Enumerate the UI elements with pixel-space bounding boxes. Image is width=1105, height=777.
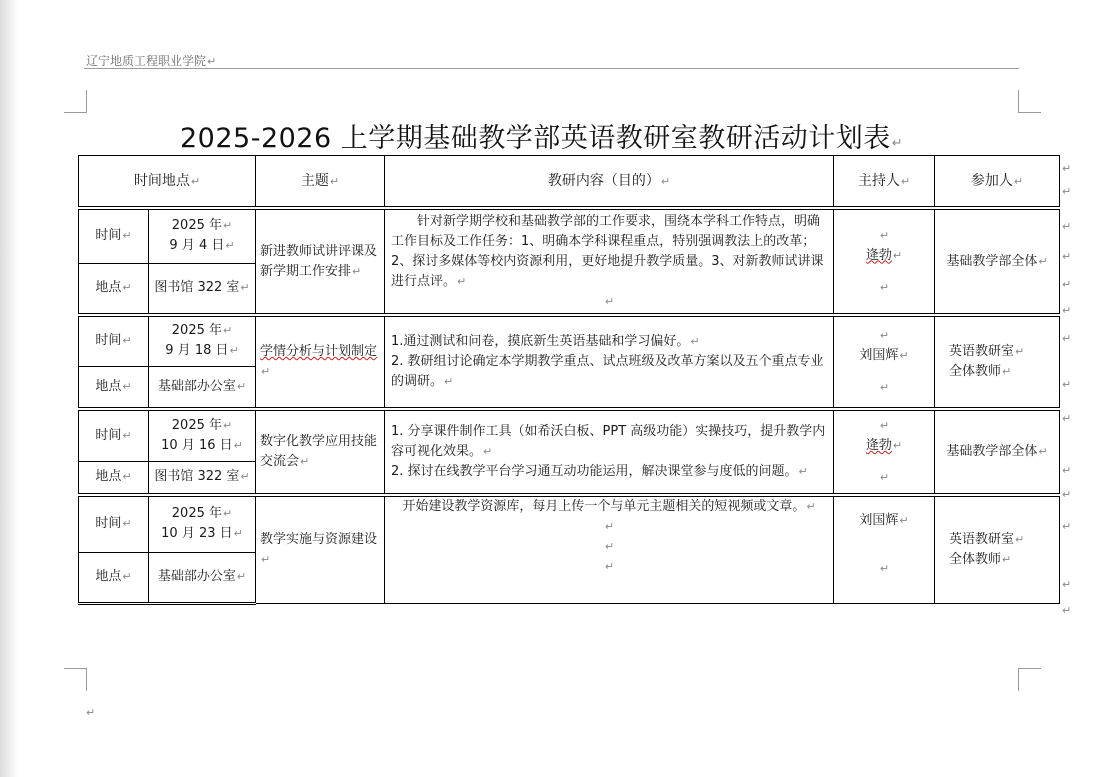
header-time-place: 时间地点↵ <box>79 156 256 209</box>
page-header <box>86 52 216 69</box>
document-title <box>180 116 980 155</box>
place-cell: 基础部办公室↵ <box>149 366 256 409</box>
time-label: 时间↵ <box>79 409 149 461</box>
paragraph-mark: ↵ <box>207 55 217 68</box>
topic-cell: 数字化教学应用技能交流会↵ <box>256 409 385 495</box>
row-end-mark: ↵ <box>1062 604 1072 617</box>
content-cell: 1.通过测试和问卷，摸底新生英语基础和学习偏好。↵ 2. 教研组讨论确定本学期教学重点、试点班级及改革方案以及五个重点专业的调研。↵ <box>385 315 834 409</box>
row-end-mark: ↵ <box>1062 162 1072 175</box>
table-row <box>79 495 1060 552</box>
place-cell: 图书馆 322 室↵ <box>149 461 256 495</box>
row-end-mark: ↵ <box>1062 520 1072 533</box>
host-cell: ↵ 刘国辉↵ ↵ <box>834 315 935 409</box>
date-cell: 2025 年↵ 9 月 18 日↵ <box>149 315 256 366</box>
date-cell: 2025 年↵ 10 月 23 日↵ <box>149 495 256 552</box>
row-end-mark: ↵ <box>1062 332 1072 345</box>
host-cell: ↵ 逄勃↵ ↵ <box>834 208 935 315</box>
content-cell: 开始建设教学资源库，每月上传一个与单元主题相关的短视频或文章。↵ ↵ ↵ ↵ <box>385 495 834 603</box>
header-host: 主持人↵ <box>834 156 935 209</box>
place-cell: 图书馆 322 室↵ <box>149 263 256 315</box>
table-row <box>79 409 1060 461</box>
crop-mark-bottom-right <box>1018 668 1041 691</box>
place-label: 地点↵ <box>79 366 149 409</box>
table-row <box>79 208 1060 263</box>
row-end-mark: ↵ <box>1062 304 1072 317</box>
place-label: 地点↵ <box>79 552 149 603</box>
row-end-mark: ↵ <box>1062 220 1072 233</box>
row-end-mark: ↵ <box>1062 412 1072 425</box>
row-end-mark: ↵ <box>1062 250 1072 263</box>
topic-cell: 新进教师试讲评课及新学期工作安排↵ <box>256 208 385 315</box>
row-end-mark: ↵ <box>1062 278 1072 291</box>
participants-cell: 基础教学部全体↵ <box>935 409 1060 495</box>
participants-cell: 基础教学部全体↵ <box>935 208 1060 315</box>
paragraph-mark: ↵ <box>891 136 904 151</box>
topic-cell: 教学实施与资源建设↵ <box>256 495 385 603</box>
participants-cell: 英语教研室↵ 全体教师↵ <box>935 315 1060 409</box>
host-cell: 刘国辉↵ ↵ <box>834 495 935 603</box>
crop-mark-bottom-left <box>64 668 87 691</box>
activity-plan-table <box>78 155 1060 605</box>
topic-cell: 学情分析与计划制定↵ <box>256 315 385 409</box>
header-content: 教研内容（目的）↵ <box>385 156 834 209</box>
content-cell: 针对新学期学校和基础教学部的工作要求，围绕本学科工作特点，明确工作目标及工作任务：1、明确本学科课程重点，特别强调教法上的改革；2、探讨多媒体等校内资源利用，更好地提升教学质量。3、对新教师试讲课进行点评。↵ ↵ <box>385 208 834 315</box>
row-end-mark: ↵ <box>1062 185 1072 198</box>
date-cell: 2025 年↵ 9 月 4 日↵ <box>149 208 256 263</box>
date-cell: 2025 年↵ 10 月 16 日↵ <box>149 409 256 461</box>
place-cell: 基础部办公室↵ <box>149 552 256 603</box>
crop-mark-top-left <box>64 90 87 113</box>
row-end-mark: ↵ <box>1062 578 1072 591</box>
time-label: 时间↵ <box>79 208 149 263</box>
header-school: 辽宁地质工程职业学院 <box>86 54 207 68</box>
title-text: 2025-2026 上学期基础教学部英语教研室教研活动计划表 <box>180 123 891 154</box>
content-cell: 1. 分享课件制作工具（如希沃白板、PPT 高级功能）实操技巧，提升教学内容可视化效果。↵ 2. 探讨在线教学平台学习通互动功能运用，解决课堂参与度低的问题。↵ <box>385 409 834 495</box>
time-label: 时间↵ <box>79 315 149 366</box>
host-cell: ↵ 逄勃↵ ↵ <box>834 409 935 495</box>
header-divider <box>84 68 1019 69</box>
row-end-mark: ↵ <box>1062 488 1072 501</box>
header-participants: 参加人↵ <box>935 156 1060 209</box>
place-label: 地点↵ <box>79 263 149 315</box>
time-label: 时间↵ <box>79 495 149 552</box>
table-header-row <box>79 156 1060 209</box>
table-row <box>79 315 1060 366</box>
row-end-mark: ↵ <box>1062 378 1072 391</box>
crop-mark-top-right <box>1018 90 1041 113</box>
header-topic: 主题↵ <box>256 156 385 209</box>
paragraph-mark: ↵ <box>86 706 96 719</box>
participants-cell: 英语教研室↵ 全体教师↵ <box>935 495 1060 603</box>
place-label: 地点↵ <box>79 461 149 495</box>
row-end-mark: ↵ <box>1062 464 1072 477</box>
page-shadow <box>0 0 18 777</box>
